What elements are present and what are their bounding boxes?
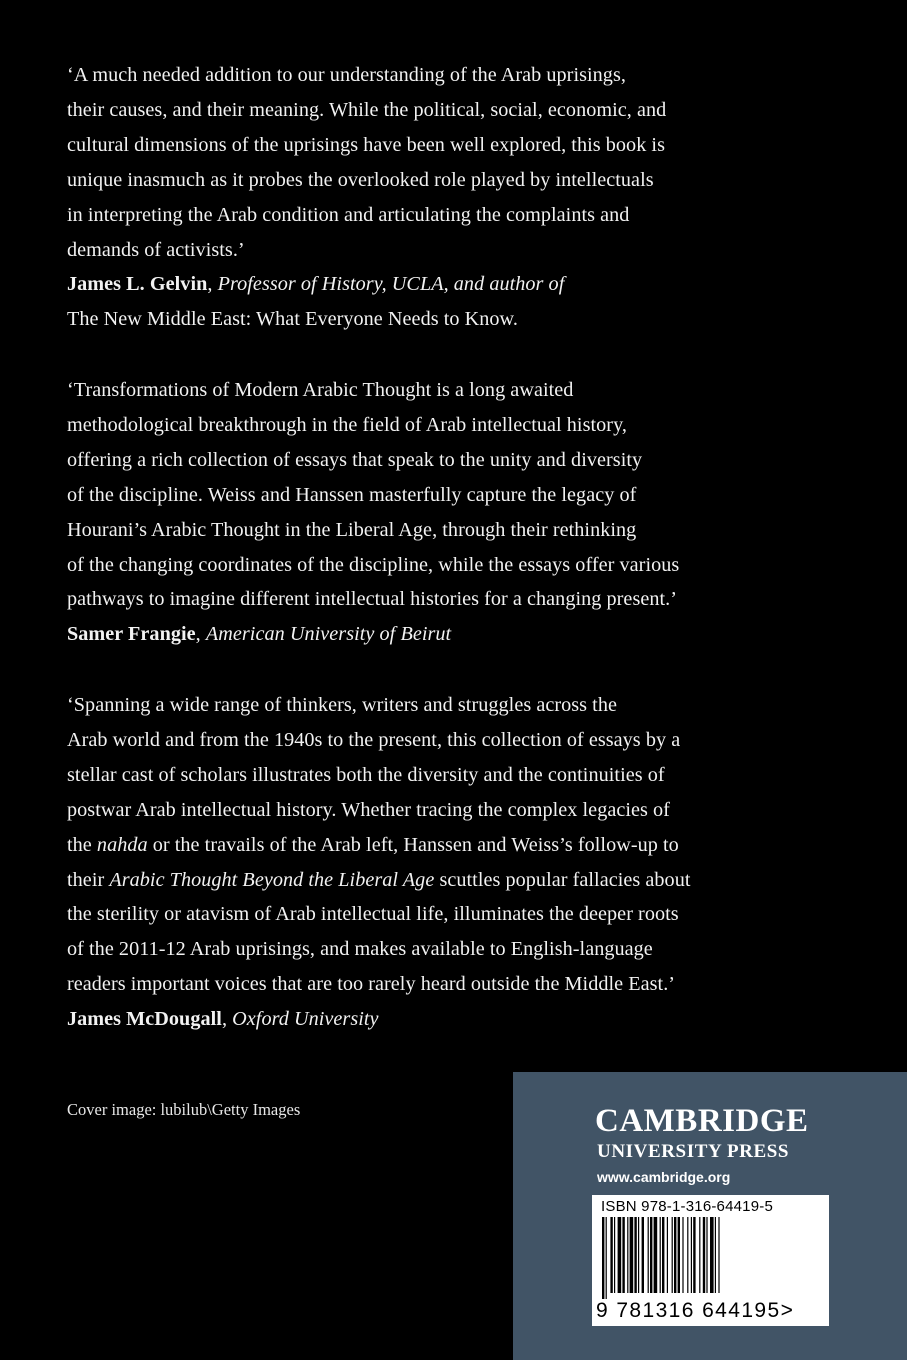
- quote-line: [67, 828, 767, 863]
- quote-line: methodological breakthrough in the field of Arab intellectual history,: [67, 413, 627, 436]
- quote-text: scuttles popular fallacies about: [434, 868, 691, 891]
- publisher-logo-subtitle: UNIVERSITY PRESS: [597, 1141, 790, 1162]
- attribution-name: James L. Gelvin: [67, 273, 208, 296]
- quote-line: the sterility or atavism of Arab intellectual life, illuminates the deeper roots: [67, 903, 679, 926]
- quote-text: or the travails of the Arab left, Hanssen and Weiss’s follow-up to: [147, 833, 679, 856]
- quote-text: the: [67, 833, 97, 856]
- attribution-separator: ,: [207, 273, 218, 296]
- barcode-digits: [596, 1299, 794, 1323]
- quote-attribution: [67, 617, 767, 652]
- quote-line: ‘A much needed addition to our understanding of the Arab uprisings,: [67, 64, 626, 86]
- quote-line: of the 2011-12 Arab uprisings, and makes available to English-language: [67, 938, 653, 961]
- quote-text: their: [67, 868, 110, 891]
- quote-attribution: [67, 267, 767, 302]
- quote-line: of the discipline. Weiss and Hanssen masterfully capture the legacy of: [67, 483, 637, 506]
- quote-line: readers important voices that are too rarely heard outside the Middle East.’: [67, 973, 676, 996]
- quote-line: cultural dimensions of the uprisings have been well explored, this book is: [67, 133, 665, 156]
- barcode-quiet-marker: >: [780, 1299, 795, 1322]
- quote-line: postwar Arab intellectual history. Whether tracing the complex legacies of: [67, 798, 670, 821]
- attribution-affiliation: Professor of History, UCLA, and author of: [217, 273, 565, 296]
- attribution-name: James McDougall: [67, 1008, 222, 1031]
- quote-line: in interpreting the Arab condition and articulating the complaints and: [67, 203, 630, 226]
- quote-attribution: [67, 1002, 767, 1037]
- attribution-affiliation: American University of Beirut: [205, 623, 452, 646]
- quote-line: Arab world and from the 1940s to the present, this collection of essays by a: [67, 728, 681, 751]
- attribution-name: Samer Frangie: [67, 623, 196, 646]
- barcode-digit-group-2: 644195: [702, 1299, 781, 1322]
- quote-line: their causes, and their meaning. While the political, social, economic, and: [67, 98, 667, 121]
- publisher-logo-name: CAMBRIDGE: [595, 1103, 809, 1139]
- barcode-icon: [600, 1217, 821, 1299]
- quote-line: demands of activists.’: [67, 238, 245, 261]
- isbn-barcode: [592, 1195, 829, 1326]
- isbn-label: ISBN 978-1-316-64419-5: [601, 1198, 774, 1215]
- endorsement-quote-3: [67, 688, 767, 1037]
- quote-emphasis: Arabic Thought Beyond the Liberal Age: [109, 868, 435, 891]
- quote-line: pathways to imagine different intellectual histories for a changing present.’: [67, 588, 678, 611]
- endorsement-quote-1: [67, 58, 767, 337]
- quote-emphasis: nahda: [96, 833, 148, 856]
- quote-line: of the changing coordinates of the discipline, while the essays offer various: [67, 553, 680, 576]
- publisher-url: www.cambridge.org: [597, 1169, 731, 1185]
- quote-line: unique inasmuch as it probes the overlooked role played by intellectuals: [67, 168, 654, 191]
- quote-line: stellar cast of scholars illustrates both the diversity and the continuities of: [67, 763, 665, 786]
- barcode-digit-lead: 9: [596, 1299, 610, 1322]
- quote-line: ‘Transformations of Modern Arabic Thought is a long awaited: [67, 379, 574, 401]
- attribution-affiliation: Oxford University: [232, 1008, 379, 1031]
- quote-line: [67, 863, 767, 898]
- attribution-separator: ,: [221, 1008, 233, 1031]
- cover-image-credit: Cover image: lubilub\Getty Images: [67, 1100, 301, 1119]
- endorsement-quote-2: [67, 373, 767, 652]
- quote-line: offering a rich collection of essays that speak to the unity and diversity: [67, 448, 643, 471]
- quote-line: ‘Spanning a wide range of thinkers, writers and struggles across the: [67, 694, 617, 716]
- publisher-panel: [513, 1072, 907, 1360]
- barcode-digit-group-1: 781316: [616, 1299, 695, 1322]
- attribution-separator: ,: [195, 623, 206, 646]
- quote-line: Hourani’s Arabic Thought in the Liberal Age, through their rethinking: [67, 518, 637, 541]
- attribution-book-title: The New Middle East: What Everyone Needs to Know.: [67, 308, 518, 331]
